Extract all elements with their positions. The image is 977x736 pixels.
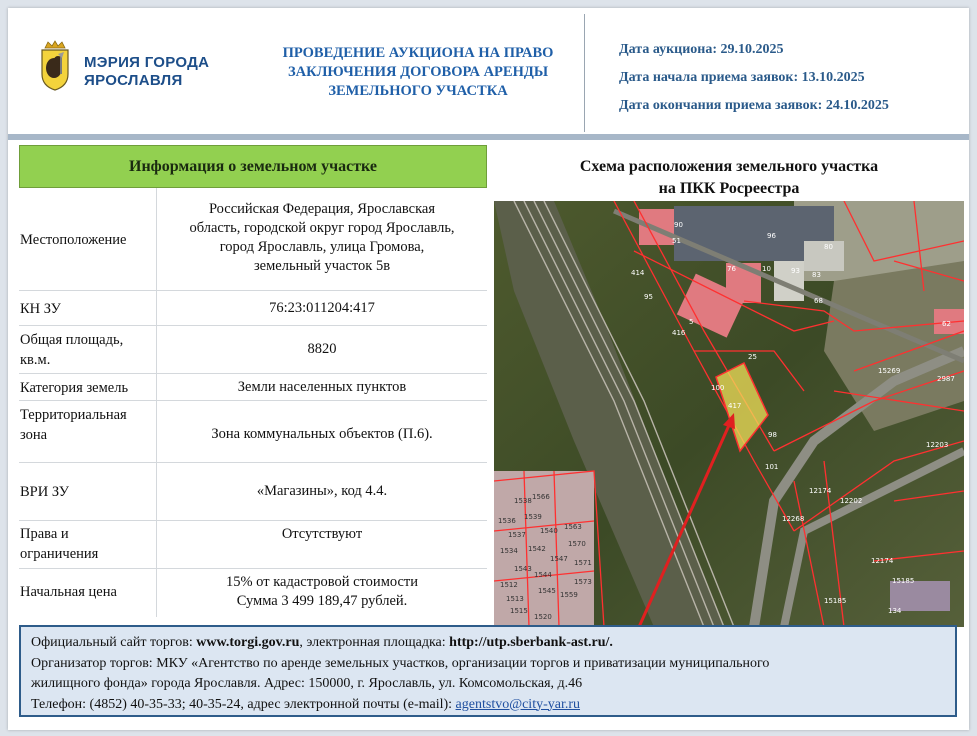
map-title bbox=[495, 156, 963, 200]
map-label: 12174 bbox=[871, 557, 894, 565]
footer-line-1: Официальный сайт торгов: www.torgi.gov.ru, электронная площадка: http://utp.sberbank-ast.ru/. bbox=[31, 635, 613, 650]
map-label: 5 bbox=[689, 318, 694, 326]
date-start: Дата начала приема заявок: 13.10.2025 bbox=[619, 70, 865, 85]
email-link[interactable]: agentstvo@city-yar.ru bbox=[455, 696, 581, 712]
map-label: 1542 bbox=[528, 545, 546, 553]
table-row-location bbox=[19, 188, 487, 291]
map-label: 76 bbox=[727, 265, 736, 273]
logo-line-2: ЯРОСЛАВЛЯ bbox=[84, 72, 183, 89]
map-label: 96 bbox=[767, 232, 776, 240]
map-label: 12174 bbox=[809, 487, 832, 495]
table-row-cadastral bbox=[19, 291, 487, 326]
map-title-line-1: Схема расположения земельного участка bbox=[579, 158, 879, 175]
table-row-zone bbox=[19, 401, 487, 463]
row-value: 8820 bbox=[307, 341, 337, 357]
map-label: 1512 bbox=[500, 581, 518, 589]
row-label: Местоположение bbox=[20, 232, 127, 248]
footer-line-3: жилищного фонда» города Ярославля. Адрес: 150000, г. Ярославль, ул. Комсомольская, д.46 bbox=[31, 676, 583, 691]
map-label: 101 bbox=[765, 463, 779, 471]
map-label: 15269 bbox=[878, 367, 901, 375]
map-label: 15185 bbox=[892, 577, 915, 585]
row-value: Зона коммунальных объектов (П.6). bbox=[211, 426, 433, 442]
map-label: 95 bbox=[644, 293, 653, 301]
logo bbox=[32, 36, 222, 98]
table-row-area bbox=[19, 326, 487, 374]
date-auction: Дата аукциона: 29.10.2025 bbox=[619, 42, 784, 57]
map-label: 1563 bbox=[564, 523, 582, 531]
map-label: 416 bbox=[672, 329, 686, 337]
title-line-2: ЗАКЛЮЧЕНИЯ ДОГОВОРА АРЕНДЫ bbox=[287, 64, 549, 80]
sberbank-platform-link[interactable]: http://utp.sberbank-ast.ru/. bbox=[449, 635, 613, 650]
map-label: 15185 bbox=[824, 597, 847, 605]
map-label: 1537 bbox=[508, 531, 526, 539]
map-label: 1540 bbox=[540, 527, 558, 535]
land-info-table bbox=[19, 145, 487, 623]
map-label: 68 bbox=[814, 297, 823, 305]
torgi-site-link[interactable]: www.torgi.gov.ru bbox=[196, 635, 300, 650]
table-row-rights bbox=[19, 521, 487, 569]
auction-notice-page bbox=[8, 8, 969, 730]
map-label: 1573 bbox=[574, 578, 592, 586]
title-line-1: ПРОВЕДЕНИЕ АУКЦИОНА НА ПРАВО bbox=[282, 45, 554, 61]
map-image bbox=[494, 201, 964, 627]
table-row-permitted-use bbox=[19, 463, 487, 521]
map-label: 134 bbox=[888, 607, 902, 615]
table-row-price bbox=[19, 569, 487, 617]
map-label: 1571 bbox=[574, 559, 592, 567]
logo-line-1: МЭРИЯ ГОРОДА bbox=[84, 54, 210, 71]
map-label: 414 bbox=[631, 269, 645, 277]
row-label: Категория земель bbox=[20, 380, 129, 396]
map-label: 1538 bbox=[514, 497, 532, 505]
map-label: 25 bbox=[748, 353, 757, 361]
footer-line-4: Телефон: (4852) 40-35-33; 40-35-24, адрес электронной почты (e-mail): agentstvo@city-yar.ru bbox=[31, 696, 581, 712]
row-value: 76:23:011204:417 bbox=[269, 300, 375, 316]
row-label: ВРИ ЗУ bbox=[20, 484, 70, 500]
map-label: 1566 bbox=[532, 493, 550, 501]
header-divider bbox=[584, 14, 585, 132]
map-label: 98 bbox=[768, 431, 777, 439]
map-label: 62 bbox=[942, 320, 951, 328]
land-info-heading: Информация о земельном участке bbox=[19, 145, 487, 188]
map-label: 1545 bbox=[538, 587, 556, 595]
map-label: 100 bbox=[711, 384, 725, 392]
map-label: 83 bbox=[812, 271, 821, 279]
auction-dates bbox=[619, 40, 889, 124]
map-label: 1559 bbox=[560, 591, 578, 599]
map-label: 12268 bbox=[782, 515, 805, 523]
row-label: Права и ограничения bbox=[20, 526, 99, 562]
title-line-3: ЗЕМЕЛЬНОГО УЧАСТКА bbox=[328, 83, 508, 99]
row-label: Территориальная зона bbox=[20, 407, 127, 443]
table-row-category bbox=[19, 374, 487, 401]
map-label: 1513 bbox=[506, 595, 524, 603]
row-value: «Магазины», код 4.4. bbox=[256, 483, 388, 499]
map-label: 1515 bbox=[510, 607, 528, 615]
footer-line-2: Организатор торгов: МКУ «Агентство по аренде земельных участков, организации торгов и приватизации муниципального bbox=[31, 655, 770, 671]
row-value: 15% от кадастровой стоимости Сумма 3 499 189,47 рублей. bbox=[225, 574, 419, 609]
header bbox=[8, 8, 969, 134]
map-label: 80 bbox=[824, 243, 833, 251]
contacts-footer bbox=[19, 625, 957, 717]
map-label: 2987 bbox=[937, 375, 955, 383]
row-value: Земли населенных пунктов bbox=[237, 379, 407, 395]
date-end: Дата окончания приема заявок: 24.10.2025 bbox=[619, 98, 889, 113]
map-label: 51 bbox=[672, 237, 681, 245]
map-label: 1534 bbox=[500, 547, 518, 555]
map-title-line-2: на ПКК Росреестра bbox=[658, 180, 800, 197]
row-label: Общая площадь, кв.м. bbox=[20, 332, 124, 368]
map-label: 417 bbox=[728, 402, 742, 410]
map-label: 1547 bbox=[550, 555, 568, 563]
map-label: 1536 bbox=[498, 517, 516, 525]
map-label: 1539 bbox=[524, 513, 542, 521]
map-label: 90 bbox=[674, 221, 683, 229]
page-title bbox=[253, 44, 583, 101]
map-label: 1570 bbox=[568, 540, 586, 548]
map-label: 93 bbox=[791, 267, 800, 275]
row-label: Начальная цена bbox=[20, 584, 117, 600]
map-label: 1544 bbox=[534, 571, 552, 579]
coat-of-arms-icon bbox=[38, 40, 72, 92]
map-label: 12202 bbox=[840, 497, 863, 505]
map-label: 1543 bbox=[514, 565, 532, 573]
row-value: Российская Федерация, Ярославская область, городской округ город Ярославль, город Ярославль, улица Громова, земельный участок 5в bbox=[189, 201, 455, 274]
map-label: 1520 bbox=[534, 613, 552, 621]
header-rule bbox=[8, 134, 969, 140]
map-label: 12203 bbox=[926, 441, 949, 449]
cadastral-map[interactable] bbox=[494, 201, 964, 627]
row-value: Отсутствуют bbox=[281, 526, 363, 542]
row-label: КН ЗУ bbox=[20, 301, 61, 317]
map-label: 10 bbox=[762, 265, 771, 273]
